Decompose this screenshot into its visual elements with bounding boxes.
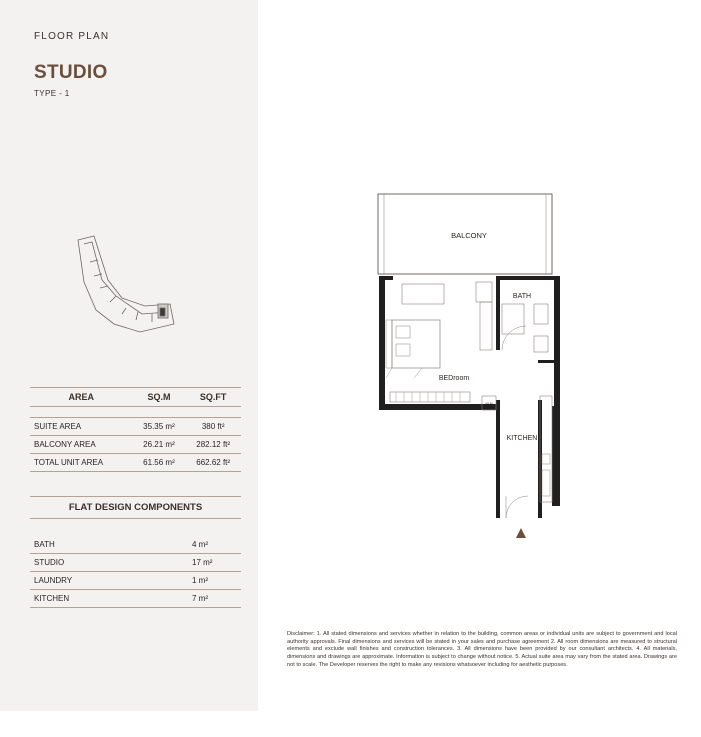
table-row [30,590,241,608]
table-row [30,418,241,436]
row-label: BATH [30,536,188,554]
disclaimer-text: Disclaimer: 1. All stated dimensions and services whether in relation to the building, common areas or individual units are subject to government and local authority approvals. Final dimensions and services will be stated in your sales and purchase agreement 2. All room dimensions are measured to structural elements and exclude wall finishes and construction tolerances. 3. All dimensions have been provided by our consultant architects. 4. All materials, dimensions and drawings are approximate. Information is subject to change without notice. 5. Actual suite area may vary from the stated area. Drawings are not to scale. The Developer reserves the right to make any revisions whatsoever including for aesthetic purposes. [287,631,677,668]
info-panel [0,0,258,711]
design-components-table [30,536,241,608]
key-plan-diagram [70,232,185,342]
table-row [30,554,241,572]
row-sqm: 26.21 m² [133,436,186,454]
row-label: SUITE AREA [30,418,133,436]
bedroom-label: BEDroom [438,375,470,382]
north-arrow-icon [516,528,526,538]
row-value: 4 m² [188,536,241,554]
sqft-header: SQ.FT [185,388,241,407]
table-row [30,454,241,472]
row-label: BALCONY AREA [30,436,133,454]
floor-plan-drawing [374,190,564,525]
row-sqft: 282.12 ft² [185,436,241,454]
balcony-label: BALCONY [451,231,487,240]
row-value: 1 m² [188,572,241,590]
row-value: 7 m² [188,590,241,608]
design-components-title: FLAT DESIGN COMPONENTS [30,496,241,519]
bath-label: BATH [512,293,532,300]
row-sqft: 380 ft² [185,418,241,436]
row-label: STUDIO [30,554,188,572]
row-sqm: 61.56 m² [133,454,186,472]
area-header: AREA [30,388,133,407]
row-label: KITCHEN [30,590,188,608]
kitchen-label: KITCHEN [506,435,538,442]
page-title: STUDIO [34,62,108,83]
row-label: LAUNDRY [30,572,188,590]
unit-type: TYPE - 1 [34,89,70,98]
section-label: FLOOR PLAN [34,31,110,42]
table-row [30,572,241,590]
table-row [30,436,241,454]
row-sqm: 35.35 m² [133,418,186,436]
area-table [30,387,241,472]
row-value: 17 m² [188,554,241,572]
table-row [30,536,241,554]
row-label: TOTAL UNIT AREA [30,454,133,472]
sqm-header: SQ.M [133,388,186,407]
row-sqft: 662.62 ft² [185,454,241,472]
washing-machine-label: W.M [485,402,493,406]
